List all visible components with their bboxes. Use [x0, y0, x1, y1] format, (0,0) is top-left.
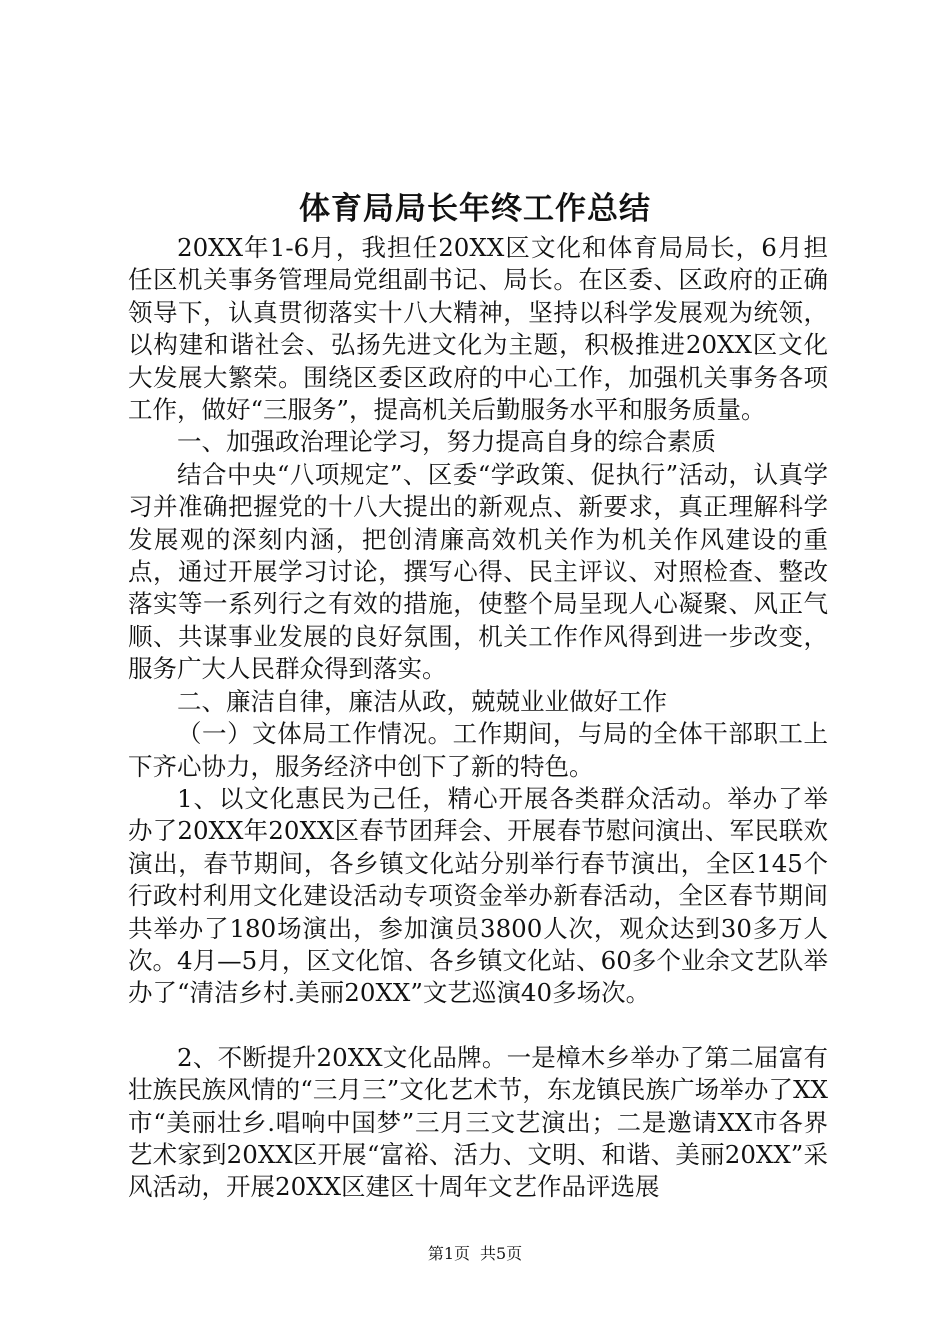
section-heading-2: 二、廉洁自律，廉洁从政，兢兢业业做好工作: [177, 686, 667, 716]
document-title: 体育局局长年终工作总结: [299, 191, 651, 227]
page-total: 共5页: [480, 1244, 523, 1263]
section-heading-1: 一、加强政治理论学习，努力提高自身的综合素质: [177, 427, 716, 457]
section-1-paragraph: 结合中央“八项规定”、区委“学政策、促执行”活动，认真学习并准确把握党的十八大提出的新观点、新要求，真正理解科学发展观的深刻内涵，把创清廉高效机关作为机关作风建设的重点，通过开展学习讨论，撰写心得、民主评议、对照检查、整改落实等一系列行之有效的措施，使整个局呈现人心凝聚、风正气顺、共谋事业发展的良好氛围，机关工作作风得到进一步改变，服务广大人民群众得到落实。: [128, 459, 828, 684]
intro-paragraph: 20XX年1-6月，我担任20XX区文化和体育局局长，6月担任区机关事务管理局党组副书记、局长。在区委、区政府的正确领导下，认真贯彻落实十八大精神，坚持以科学发展观为统领，以构建和谐社会、弘扬先进文化为主题，积极推进20XX区文化大发展大繁荣。围绕区委区政府的中心工作，加强机关事务各项工作，做好“三服务”，提高机关后勤服务水平和服务质量。: [128, 233, 828, 425]
item-1-paragraph: 1、以文化惠民为己任，精心开展各类群众活动。举办了举办了20XX年20XX区春节团拜会、开展春节慰问演出、军民联欢演出，春节期间，各乡镇文化站分别举行春节演出，全区145个行政村利用文化建设活动专项资金举办新春活动，全区春节期间共举办了180场演出，参加演员3800人次，观众达到30多万人次。4月—5月，区文化馆、各乡镇文化站、60多个业余文艺队举办了“清洁乡村.美丽20XX”文艺巡演40多场次。: [128, 783, 828, 1008]
document-body: [128, 232, 828, 1204]
page-number: 第1页: [427, 1244, 470, 1263]
page-footer: [0, 1243, 950, 1265]
item-2-paragraph: 2、不断提升20XX文化品牌。一是樟木乡举办了第二届富有壮族民族风情的“三月三”文化艺术节，东龙镇民族广场举办了XX市“美丽壮乡.唱响中国梦”三月三文艺演出；二是邀请XX市各界艺术家到20XX区开展“富裕、活力、文明、和谐、美丽20XX”采风活动，开展20XX区建区十周年文艺作品评选展: [128, 1042, 828, 1202]
subsection-heading-1: （一）文体局工作情况。工作期间，与局的全体干部职工上下齐心协力，服务经济中创下了新的特色。: [128, 719, 828, 781]
